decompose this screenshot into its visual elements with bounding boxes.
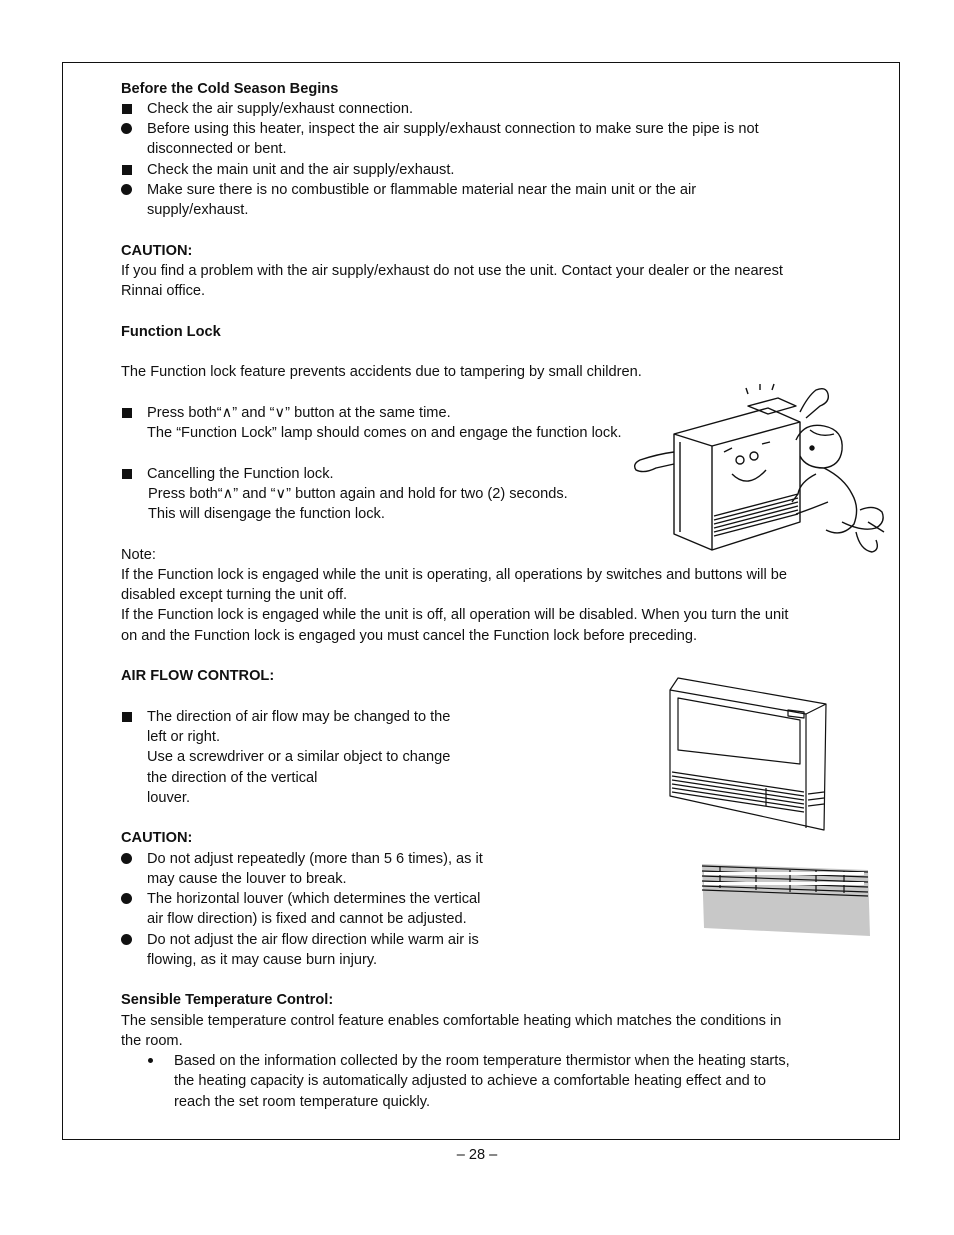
heater-with-child-illustration [628,382,890,562]
round-bullet-icon [121,893,132,904]
paragraph-line: If you find a problem with the air supply/exhaust do not use the unit. Contact your dealer or the nearest [121,263,783,279]
list-item-continued: flowing, as it may cause burn injury. [147,952,378,968]
list-item-continued: louver. [147,790,190,806]
list-item-continued: supply/exhaust. [147,202,249,218]
round-bullet-icon [121,123,132,134]
square-bullet-icon [122,712,132,722]
list-item: Do not adjust the air flow direction while warm air is [147,932,479,948]
list-item: The direction of air flow may be changed to the [147,709,451,725]
list-item: Based on the information collected by the room temperature thermistor when the heating starts, [174,1053,790,1069]
square-bullet-icon [122,408,132,418]
list-item-continued: air flow direction) is fixed and cannot be adjusted. [147,911,467,927]
list-item-continued: disconnected or bent. [147,141,287,157]
list-item-continued: left or right. [147,729,220,745]
list-item-continued: the heating capacity is automatically adjusted to achieve a comfortable heating effect and to [174,1073,766,1089]
list-item: Do not adjust repeatedly (more than 5 6 times), as it [147,851,483,867]
paragraph-line: If the Function lock is engaged while the unit is off, all operation will be disabled. When you turn the unit [121,607,789,623]
list-item-continued: The “Function Lock” lamp should comes on and engage the function lock. [147,425,622,441]
paragraph-line: Rinnai office. [121,283,206,299]
paragraph-line: the room. [121,1033,183,1049]
list-item: Check the air supply/exhaust connection. [147,101,414,117]
list-item: The horizontal louver (which determines the vertical [147,891,481,907]
list-item: Make sure there is no combustible or flammable material near the main unit or the air [147,182,697,198]
list-item-continued: reach the set room temperature quickly. [174,1094,431,1110]
list-item-continued: This will disengage the function lock. [148,506,385,522]
paragraph-line: The sensible temperature control feature enables comfortable heating which matches the conditions in [121,1013,782,1029]
round-bullet-icon [121,184,132,195]
round-bullet-icon [121,853,132,864]
list-item: Check the main unit and the air supply/exhaust. [147,162,455,178]
round-bullet-icon [121,934,132,945]
paragraph-line: on and the Function lock is engaged you must cancel the Function lock before preceding. [121,628,697,644]
square-bullet-icon [122,469,132,479]
paragraph-line: If the Function lock is engaged while the unit is operating, all operations by switches and buttons will be [121,567,788,583]
list-item-continued: may cause the louver to break. [147,871,347,887]
list-item-continued: Use a screwdriver or a similar object to change [147,749,451,765]
caution-heading: CAUTION: [121,830,193,846]
section-heading-before: Before the Cold Season Begins [121,81,339,97]
list-item-continued: the direction of the vertical [147,770,318,786]
section-heading-sensible-temperature: Sensible Temperature Control: [121,992,334,1008]
louver-closeup-illustration [700,862,872,938]
list-item-continued: Press both“∧” and “∨” button again and hold for two (2) seconds. [148,486,568,502]
note-heading: Note: [121,547,156,563]
square-bullet-icon [122,104,132,114]
caution-heading: CAUTION: [121,243,193,259]
small-bullet-icon [148,1058,153,1063]
list-item: Cancelling the Function lock. [147,466,334,482]
heater-front-illustration [666,676,830,832]
paragraph-line: The Function lock feature prevents accidents due to tampering by small children. [121,364,642,380]
square-bullet-icon [122,165,132,175]
page-number: – 28 – [456,1147,498,1163]
list-item: Before using this heater, inspect the air supply/exhaust connection to make sure the pipe is not [147,121,759,137]
section-heading-air-flow: AIR FLOW CONTROL: [121,668,275,684]
paragraph-line: disabled except turning the unit off. [121,587,348,603]
list-item: Press both“∧” and “∨” button at the same time. [147,405,451,421]
section-heading-function-lock: Function Lock [121,324,221,340]
